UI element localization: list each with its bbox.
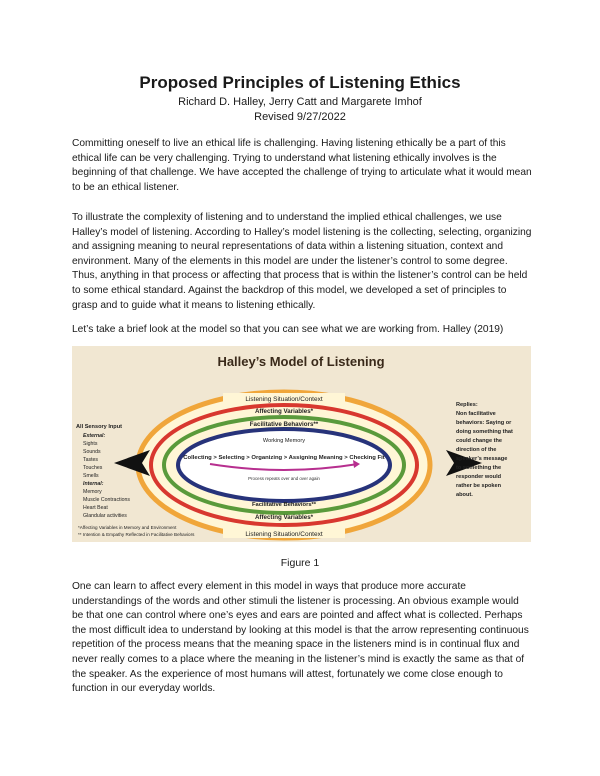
input-item: Sounds <box>83 449 101 455</box>
input-item: Sights <box>83 441 98 447</box>
input-item: Glandular activities <box>83 513 127 519</box>
reply-line: could change the <box>456 438 502 444</box>
input-item: Touches <box>83 465 103 471</box>
model-figure <box>72 346 531 542</box>
reply-arrow <box>446 450 482 476</box>
situation-label-top: Listening Situation/Context <box>245 396 323 403</box>
document-title: Proposed Principles of Listening Ethics <box>139 73 461 92</box>
situation-label-bottom: Listening Situation/Context <box>245 531 323 538</box>
reply-line: direction of the <box>456 447 497 453</box>
memory-label: Working Memory <box>262 438 306 444</box>
replies-text <box>456 402 513 498</box>
reply-line: Replies: <box>456 402 478 408</box>
reply-line: responder would <box>456 474 502 480</box>
input-item: Muscle Contractions <box>83 497 130 503</box>
reply-line: speaker’s message <box>456 456 508 462</box>
input-heading: All Sensory Input <box>76 424 122 430</box>
document-authors: Richard D. Halley, Jerry Catt and Margarete Imhof <box>178 96 422 108</box>
footnote-facilitative: ** Intention & Empathy Reflected in Facilitative Behaviors <box>78 532 195 537</box>
facilitative-label-top: Facilitative Behaviors** <box>249 421 319 428</box>
affecting-label-top: Affecting Variables* <box>254 408 314 415</box>
figure-title: Halley’s Model of Listening <box>217 354 385 369</box>
reply-line: to something the <box>456 465 502 471</box>
reply-line: Non facilitative <box>456 411 496 417</box>
reply-line: doing something that <box>456 429 513 435</box>
input-item: Tastes <box>83 457 98 463</box>
affecting-label-bottom: Affecting Variables* <box>254 514 314 521</box>
paragraph-discussion: One can learn to affect every element in this model in ways that produce more accurate understandings of the words and other stimuli the listener is processing. An obvious example would be that one can control where one’s eyes and ears are pointed and affect what is collected. Perhaps the most difficult idea to understand by looking at this model is that the arrow representing continuous repetition of the process means that the meaning space in the listeners mind is in continual flux and never really comes to a place where the meaning in the listener’s mind is exactly the same as that of the speaker. As the experience of most humans will attest, fortunately we come close enough to function in our everyday worlds. <box>72 581 529 695</box>
process-steps: Collecting > Selecting > Organizing > Assigning Meaning > Checking Fit <box>183 455 385 461</box>
paragraph-model: To illustrate the complexity of listening and to understand the implied ethical challenges, we use Halley’s model of listening. According to Halley’s model listening is the collecting, selecting, organizing and assigning meaning to neural representations of data within a listening situation, context and environment. Many of the elements in this model are under the listener’s control to some degree. Thus, anything in that process or affecting that process that is within the listener’s control can be held to some ethical standard. Against the backdrop of this model, we developed a set of principles to grasp and to guide what it means to listening ethically. <box>72 212 532 311</box>
paragraph-model-lead: Let’s take a brief look at the model so that you can see what we are working from. Halley (2019) <box>72 324 504 335</box>
input-item: Memory <box>83 489 102 495</box>
figure-caption: Figure 1 <box>280 557 320 569</box>
sensory-input-list <box>76 424 130 519</box>
model-diagram <box>72 346 531 542</box>
facilitative-label-bottom: Facilitative Behaviors** <box>251 502 317 508</box>
paragraph-intro: Committing oneself to live an ethical life is challenging. Having listening ethically be a part of this ethical life can be very challenging. Trying to understand what listening ethically involves is the beginning of that challenge. We have accepted the challenge of trying to articulate what it would mean to be an ethical listener. <box>72 138 532 193</box>
reply-line: rather be spoken <box>456 483 502 489</box>
input-item: Heart Beat <box>83 505 108 511</box>
revision-date: Revised 9/27/2022 <box>254 111 346 123</box>
input-item: Smells <box>83 473 99 479</box>
footnote-affecting: *Affecting Variables in Memory and Environment <box>78 525 177 530</box>
internal-label: Internal: <box>83 481 104 487</box>
reply-line: about. <box>456 492 473 498</box>
reply-line: behaviors: Saying or <box>456 420 512 426</box>
external-label: External: <box>83 433 106 439</box>
repeat-note: Process repeats over and over again <box>248 476 320 481</box>
